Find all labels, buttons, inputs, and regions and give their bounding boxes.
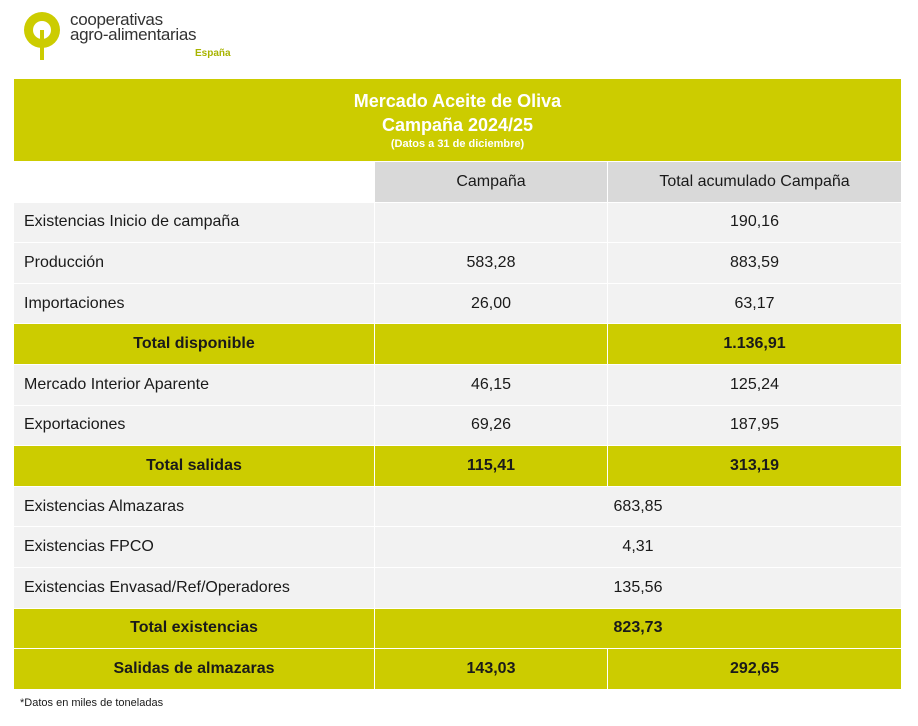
total-row xyxy=(14,324,901,365)
row-label: Existencias Almazaras xyxy=(24,497,185,515)
logo-subtitle: España xyxy=(195,48,231,59)
cell-total: 190,16 xyxy=(607,203,901,243)
table-row xyxy=(14,284,901,325)
cell-campana xyxy=(374,203,607,243)
row-label: Existencias Envasad/Ref/Operadores xyxy=(24,578,290,596)
table-row xyxy=(14,365,901,406)
title-line-3: (Datos a 31 de diciembre) xyxy=(390,138,525,150)
column-header-campana: Campaña xyxy=(374,162,607,202)
table-row xyxy=(14,527,901,568)
cell-merged-value: 683,85 xyxy=(374,487,901,527)
column-header-total: Total acumulado Campaña xyxy=(607,162,901,202)
row-label: Salidas de almazaras xyxy=(113,659,275,677)
header-row xyxy=(14,162,901,203)
cell-campana: 46,15 xyxy=(374,365,607,405)
total-row xyxy=(14,446,901,487)
cell-campana: 26,00 xyxy=(374,284,607,324)
olive-oil-market-table xyxy=(14,79,901,690)
total-row xyxy=(14,649,901,690)
cell-total: 125,24 xyxy=(607,365,901,405)
row-label: Importaciones xyxy=(24,294,125,312)
row-label: Mercado Interior Aparente xyxy=(24,375,209,393)
table-row xyxy=(14,203,901,244)
cell-campana xyxy=(374,324,607,364)
row-label: Existencias FPCO xyxy=(24,538,154,556)
cell-campana: 143,03 xyxy=(374,649,607,689)
cell-merged-value: 4,31 xyxy=(374,527,901,567)
cell-total: 883,59 xyxy=(607,243,901,283)
cell-total: 1.136,91 xyxy=(607,324,901,364)
cell-campana: 583,28 xyxy=(374,243,607,283)
cell-merged-value: 135,56 xyxy=(374,568,901,608)
title-line-2: Campaña 2024/25 xyxy=(381,115,534,135)
row-label: Total existencias xyxy=(130,619,258,637)
logo-line-2: agro-alimentarias xyxy=(70,25,197,44)
table-row xyxy=(14,406,901,447)
title-line-1: Mercado Aceite de Oliva xyxy=(353,91,562,111)
header-empty-cell xyxy=(14,162,374,202)
logo xyxy=(20,8,240,62)
olive-logo-icon xyxy=(20,10,66,62)
row-label: Producción xyxy=(24,253,105,271)
cell-total: 292,65 xyxy=(607,649,901,689)
total-row xyxy=(14,609,901,650)
row-label: Total salidas xyxy=(146,456,242,474)
cell-campana: 69,26 xyxy=(374,406,607,446)
cell-merged-value: 823,73 xyxy=(374,609,901,649)
cell-campana: 115,41 xyxy=(374,446,607,486)
table-row xyxy=(14,487,901,528)
cell-total: 187,95 xyxy=(607,406,901,446)
row-label: Total disponible xyxy=(133,335,255,353)
row-label: Exportaciones xyxy=(24,416,126,434)
cell-total: 63,17 xyxy=(607,284,901,324)
logo-line-1: cooperativas xyxy=(70,10,163,29)
table-row xyxy=(14,243,901,284)
cell-total: 313,19 xyxy=(607,446,901,486)
footnote: *Datos en miles de toneladas xyxy=(20,697,164,709)
table-row xyxy=(14,568,901,609)
row-label: Existencias Inicio de campaña xyxy=(24,213,240,231)
logo-text xyxy=(70,12,196,42)
table-title xyxy=(14,79,901,162)
